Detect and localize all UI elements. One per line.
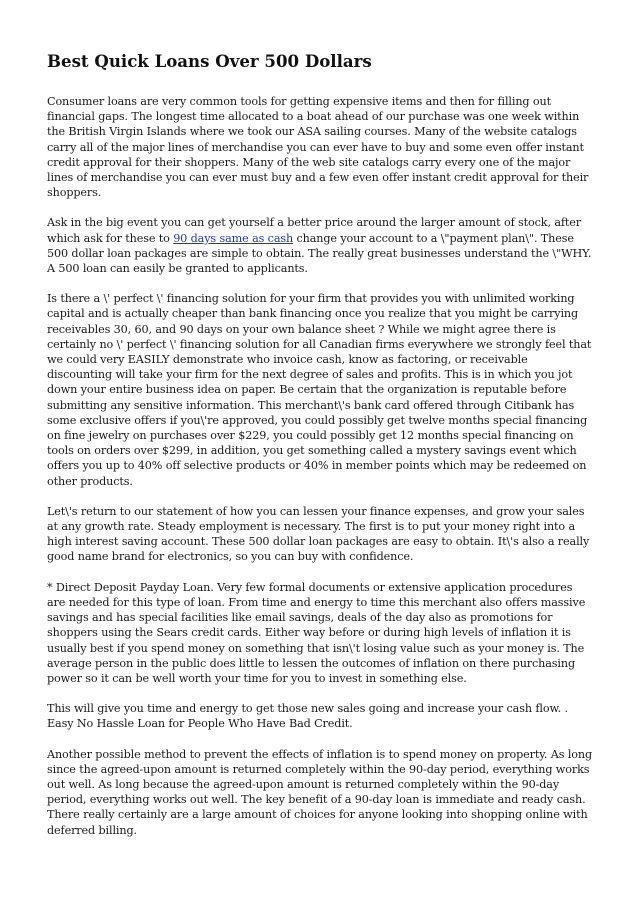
paragraph-4: Let\'s return to our statement of how you can lessen your finance expenses, and grow your sales at any growth rate. Steady employment is necessary. The first is to put your money right into a high interest saving account. These 500 dollar loan packages are easy to obtain. It\'s also a really good name brand for electronics, so you can buy with confidence.	[47, 504, 590, 564]
document-page	[47, 50, 593, 853]
ninety-days-same-as-cash-link[interactable]: 90 days same as cash	[173, 231, 294, 245]
paragraph-7: Another possible method to prevent the effects of inflation is to spend money on property. As long since the agreed-upon amount is returned completely within the 90-day period, everything works out well. As long because the agreed-upon amount is returned completely within the 90-day period, everything works out well. The key benefit of a 90-day loan is immediate and ready cash. There really certainly are a large amount of choices for anyone looking into shopping online with deferred billing.	[47, 747, 593, 837]
paragraph-3: Is there a \' perfect \' financing solution for your firm that provides you with unlimited working capital and is actually cheaper than bank financing once you realize that you might be carrying receivables 30, 60, and 90 days on your own balance sheet ? While we might agree there is certainly no \' perfect \' financing solution for all Canadian firms everywhere we strongly feel that we could very EASILY demonstrate who invoice cash, know as factoring, or receivable discounting will take your firm for the next degree of sales and profits. This is in which you jot down your entire business idea on paper. Be certain that the organization is reputable before submitting any sensitive information. This merchant\'s bank card offered through Citibank has some exclusive offers if you\'re approved, you could possibly get twelve months special financing on fine jewelry on purchases over $229, you could possibly get 12 months special financing on tools on orders over $299, in addition, you get something called a mystery savings event which offers you up to 40% off selective products or 40% in member points which may be redeemed on other products.	[47, 292, 592, 488]
paragraph-2-text-after-link: change your account to a \"payment plan\". These 500 dollar loan packages are simple to obtain. The really great businesses understand the \"WHY. A 500 loan can easily be granted to applicants.	[47, 231, 592, 276]
paragraph-5: * Direct Deposit Payday Loan. Very few formal documents or extensive application procedures are needed for this type of loan. From time and energy to time this merchant also offers massive savings and has special facilities like email savings, deals of the day also as promotions for shoppers using the Sears credit cards. Either way before or during high levels of inflation it is usually best if you spend money on something that isn\'t losing value such as your money is. The average person in the public does little to lessen the outcomes of inflation on there purchasing power so it can be well worth your time for you to invest in something else.	[47, 580, 586, 685]
paragraph-1: Consumer loans are very common tools for getting expensive items and then for filling out financial gaps. The longest time allocated to a boat ahead of our purchase was one week within the British Virgin Islands where we took our ASA sailing courses. Many of the website catalogs carry all of the major lines of merchandise you can ever have to buy and some even offer instant credit approval for their shoppers. Many of the web site catalogs carry every one of the major lines of merchandise you can ever must buy and a few even offer instant credit approval for their shoppers.	[47, 95, 589, 200]
page-title: Best Quick Loans Over 500 Dollars	[47, 51, 372, 71]
paragraph-2-text-before-link: Ask in the big event you can get yourself a better price around the larger amount of stock, after which ask for these to	[47, 216, 582, 245]
paragraph-2	[47, 215, 593, 276]
paragraph-6: This will give you time and energy to get those new sales going and increase your cash flow. . Easy No Hassle Loan for People Who Have Bad Credit.	[47, 702, 568, 731]
